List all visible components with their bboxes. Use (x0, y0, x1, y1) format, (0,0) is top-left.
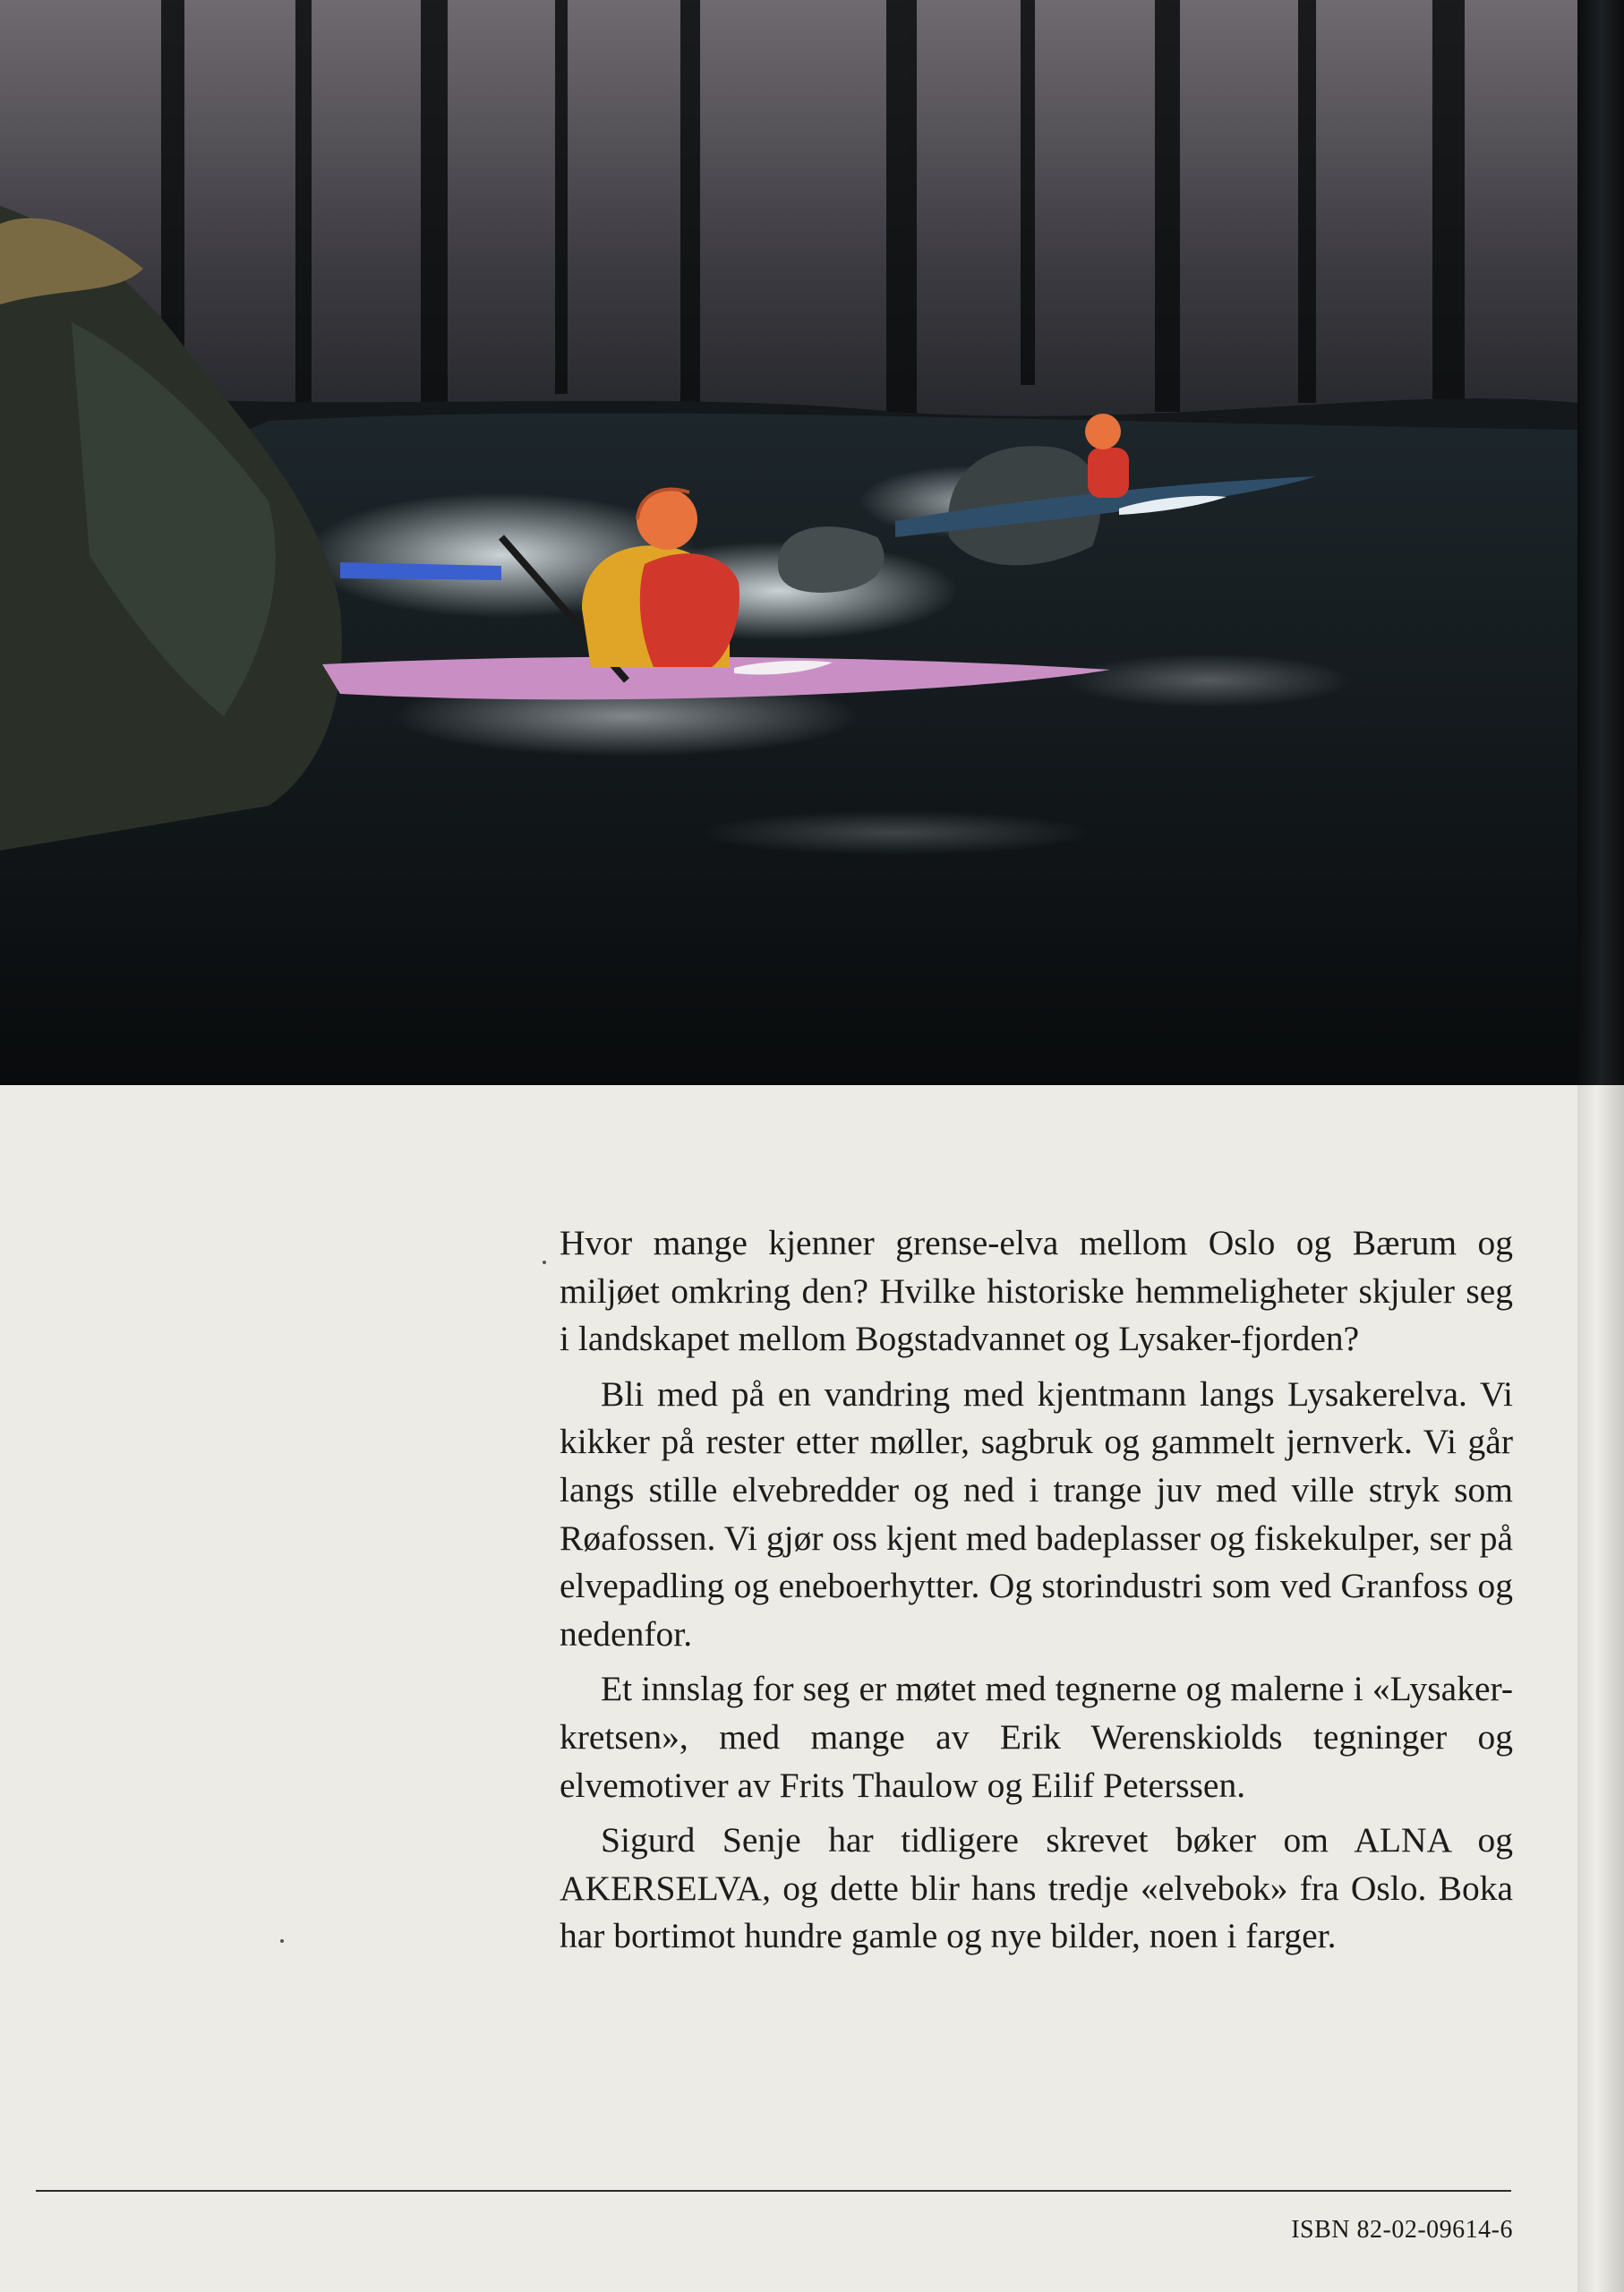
footer-rule (36, 2190, 1511, 2192)
spine-edge-dark (1577, 0, 1624, 1085)
cover-photo (0, 0, 1577, 1085)
blurb-paragraph-1: Hvor mange kjenner grense-elva mellom Oslo og Bærum og miljøet omkring den? Hvilke historiske hemmeligheter skjuler seg i landskapet mellom Bogstadvannet og Lysaker-fjorden? (560, 1223, 1513, 1359)
blurb-paragraph-4: Sigurd Senje har tidligere skrevet bøker om ALNA og AKERSELVA, og dette blir hans tredje «elvebok» fra Oslo. Boka har bortimot hundre gamle og nye bilder, noen i farger. (560, 1820, 1513, 1956)
spine-edge-light (1577, 1085, 1624, 2292)
blurb-paragraph-3: Et innslag for seg er møtet med tegnerne og malerne i «Lysaker-kretsen», med mange av Erik Werenskiolds tegninger og elvemotiver av Frits Thaulow og Eilif Peterssen. (560, 1669, 1513, 1805)
print-speck (280, 1939, 284, 1943)
print-speck (543, 1261, 546, 1264)
back-cover-blurb (560, 1219, 1513, 1961)
blurb-paragraph-2: Bli med på en vandring med kjentmann langs Lysakerelva. Vi kikker på rester etter møller, sagbruk og gammelt jernverk. Vi går langs stille elvebredder og ned i trange juv med ville stryk som Røafossen. Vi gjør oss kjent med badeplasser og fiskekulper, ser på elvepadling og eneboerhytter. Og storindustri som ved Granfoss og nedenfor. (560, 1373, 1513, 1654)
isbn-number: ISBN 82-02-09614-6 (1291, 2216, 1513, 2244)
